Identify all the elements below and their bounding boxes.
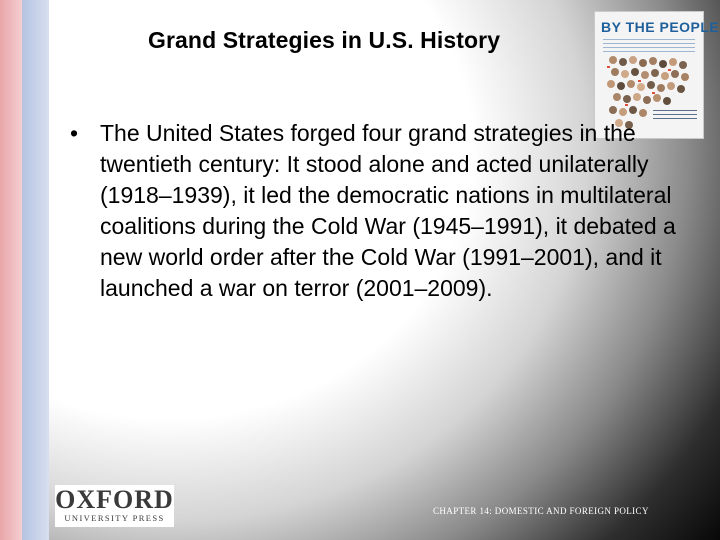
slide-title: Grand Strategies in U.S. History [148,27,501,53]
chapter-footer: CHAPTER 14: DOMESTIC AND FOREIGN POLICY [433,506,649,516]
decorative-stripe-red [0,0,22,540]
decorative-stripe-blue [22,0,49,540]
bullet-text: The United States forged four grand strategies in the twentieth century: It stood alone and acted unilaterally (1918–1939), it led the democratic nations in multilateral coalitions during the Cold War (1945–1991), it debated a new world order after the Cold War (1991–2001), and it launched a war on terror (2001–2009). [100,120,676,301]
logo-subtitle: UNIVERSITY PRESS [64,513,165,523]
oxford-logo [55,485,174,527]
book-cover-title: BY THE PEOPLE [601,19,720,35]
logo-name: OXFORD [55,485,174,514]
book-cover-subtitle-lines [603,39,695,53]
bullet-marker: • [70,120,79,146]
